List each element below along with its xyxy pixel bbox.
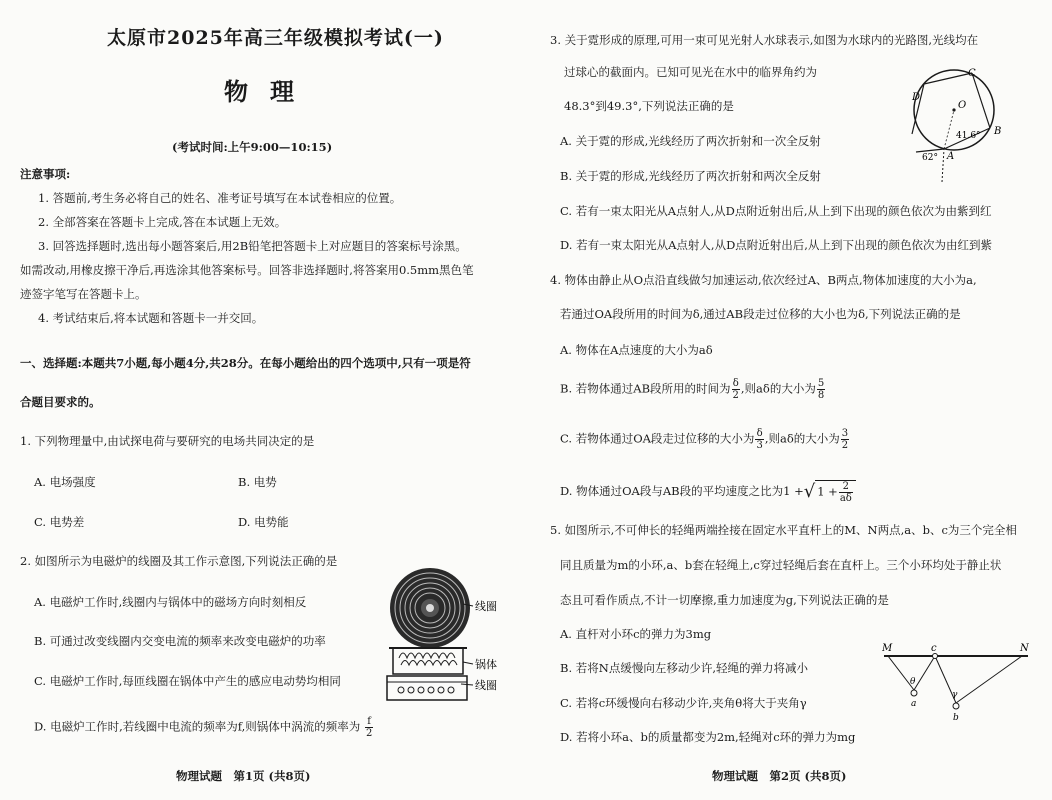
q2-frac-den: 2 [365,728,373,739]
notice-1: 1. 答题前,考生务必将自己的姓名、准考证号填写在本试卷相应的位置。 [38,191,402,205]
q3-option-b: B. 关于霓的形成,光线经历了两次折射和两次全反射 [560,169,821,183]
ring-c-icon [933,654,938,659]
q3-line1: 3. 关于霓形成的原理,可用一束可见光射人水球表示,如图为水球内的光路图,光线均在 [550,33,979,47]
q4-d-frac-den: aδ [839,493,852,504]
fig-label-a: A [947,151,955,162]
q4-d-frac-num: 2 [839,481,853,493]
q4-b-frac1 [732,378,740,401]
fig-angle-41: 41.6° [956,131,981,141]
q4-b-frac1-num: δ [732,378,739,389]
notice-4: 4. 考试结束后,将本试题和答题卡一并交回。 [38,311,264,325]
fig-label-d: D [912,92,921,103]
fig-label-m: M [882,643,893,654]
fig-label-o: O [958,100,967,111]
fig-label-n: N [1020,643,1029,654]
q1-option-c: C. 电势差 [34,515,85,529]
q2-option-d-text: D. 电磁炉工作时,若线圈中电流的频率为f,则锅体中涡流的频率为 [34,719,361,734]
rope-rings-figure [882,640,1032,732]
ring-b-icon [953,703,959,709]
q2-option-c: C. 电磁炉工作时,每匝线圈在锅体中产生的感应电动势均相同 [34,674,341,688]
q2-stem: 2. 如图所示为电磁炉的线圈及其工作示意图,下列说法正确的是 [20,554,338,568]
notice-3-cont: 如需改动,用橡皮擦干净后,再选涂其他答案标号。回答非选择题时,将答案用0.5mm黑色笔 [20,263,474,277]
q5-option-c: C. 若将c环缓慢向右移动少许,夹角θ将大于夹角γ [560,696,807,710]
q4-c-frac1 [755,428,763,451]
q4-c-frac2 [841,428,849,451]
fig-label-b: B [994,126,1002,137]
q3-line3: 48.3°到49.3°,下列说法正确的是 [564,99,734,113]
q2-frac-num: f [365,716,373,728]
q4-b-frac2-den: 8 [817,390,825,401]
q4-option-d [560,480,856,504]
right-page [526,0,1052,800]
q5-option-d: D. 若将小环a、b的质量都变为2m,轻绳对c环的弹力为mg [560,730,856,744]
cooker-base-icon [387,676,467,700]
q1-option-a: A. 电场强度 [34,475,96,489]
q5-line1: 5. 如图所示,不可伸长的轻绳两端拴接在固定水平直杆上的M、N两点,a、b、c为三个完全相 [550,523,1017,537]
fig-coil2-label: 线圈 [475,679,497,692]
q5-line3: 态且可看作质点,不计一切摩擦,重力加速度为g,下列说法正确的是 [560,593,889,607]
q4-b-frac2-num: 5 [817,378,825,389]
q4-option-c [560,428,850,451]
sqrt-icon: √ [803,481,816,502]
q4-d-sqrt-body [815,480,856,504]
induction-cooker-figure [385,566,505,716]
fig-label-c: C [968,68,976,79]
q4-d-one: 1 + [817,484,838,499]
q2-option-b: B. 可通过改变线圈内交变电流的频率来改变电磁炉的功率 [34,634,326,648]
q1-option-d: D. 电势能 [238,515,289,529]
q4-c-frac2-num: 3 [841,428,849,439]
subject-title: 物理 [224,77,316,106]
q1-option-b: B. 电势 [238,475,277,489]
right-footer: 物理试题 第2页 (共8页) [712,769,847,783]
q5-line2: 同且质量为m的小环,a、b套在轻绳上,c穿过轻绳后套在直杆上。三个小环均处于静止状 [560,558,1002,572]
q4-c-frac2-den: 2 [841,440,849,451]
notice-3-cont2: 迹签字笔写在答题卡上。 [20,287,147,301]
q4-option-d-text: D. 物体通过OA段与AB段的平均速度之比为1 + [560,484,804,498]
q2-option-a: A. 电磁炉工作时,线圈内与锅体中的磁场方向时刻相反 [34,595,307,609]
water-drop-figure [886,62,1016,182]
q4-option-b-mid: ,则aδ的大小为 [740,381,816,396]
q4-option-b [560,378,826,401]
q2-fraction [365,716,373,739]
fig-label-gamma: γ [952,690,958,700]
fig-coil-label: 线圈 [475,600,497,613]
q4-c-frac1-den: 3 [756,440,763,451]
fig-label-ring-b: b [953,713,959,723]
fig-label-theta: θ [910,677,916,687]
exam-title: 太原市2025年高三年级模拟考试(一) [107,27,444,49]
q4-option-a: A. 物体在A点速度的大小为aδ [560,343,713,357]
q5-option-b: B. 若将N点缓慢向左移动少许,轻绳的弹力将减小 [560,661,808,675]
q3-option-d: D. 若有一束太阳光从A点射人,从D点附近射出后,从上到下出现的颜色依次为由红到紫 [560,238,992,252]
left-footer: 物理试题 第1页 (共8页) [176,769,311,783]
ring-a-icon [911,690,917,696]
section1-heading-cont: 合题目要求的。 [20,395,101,409]
notice-heading: 注意事项: [20,167,71,181]
q4-line1: 4. 物体由静止从O点沿直线做匀加速运动,依次经过A、B两点,物体加速度的大小为a, [550,273,977,287]
q4-option-c-mid: ,则aδ的大小为 [764,431,840,446]
q3-line2: 过球心的截面内。已知可见光在水中的临界角约为 [564,65,817,79]
q5-option-a: A. 直杆对小环c的弹力为3mg [560,627,712,641]
fig-pot-label: 锅体 [475,658,497,671]
q3-option-a: A. 关于霓的形成,光线经历了两次折射和一次全反射 [560,134,821,148]
notice-3: 3. 回答选择题时,选出每小题答案后,用2B铅笔把答题卡上对应题目的答案标号涂黑。 [38,239,467,253]
q4-line2: 若通过OA段所用的时间为δ,通过AB段走过位移的大小也为δ,下列说法正确的是 [560,307,961,321]
q4-option-c-text: C. 若物体通过OA段走过位移的大小为 [560,431,755,446]
fig-label-ring-c: c [931,643,937,654]
q4-b-frac2 [817,378,825,401]
q1-stem: 1. 下列物理量中,由试探电荷与要研究的电场共同决定的是 [20,434,315,448]
q3-option-c: C. 若有一束太阳光从A点射人,从D点附近射出后,从上到下出现的颜色依次为由紫到红 [560,204,992,218]
q4-option-b-text: B. 若物体通过AB段所用的时间为 [560,381,731,396]
q2-option-d [34,716,374,739]
q4-d-frac [839,481,853,504]
coil-icon [390,568,470,648]
pot-icon [389,648,467,674]
q4-b-frac1-den: 2 [732,390,739,401]
exam-time: (考试时间:上午9:00—10:15) [172,140,333,154]
section1-heading: 一、选择题:本题共7小题,每小题4分,共28分。在每小题给出的四个选项中,只有一项是符 [20,356,471,370]
q4-c-frac1-num: δ [756,428,763,439]
notice-2: 2. 全部答案在答题卡上完成,答在本试题上无效。 [38,215,287,229]
fig-angle-62: 62° [922,153,938,163]
fig-label-ring-a: a [911,699,917,709]
